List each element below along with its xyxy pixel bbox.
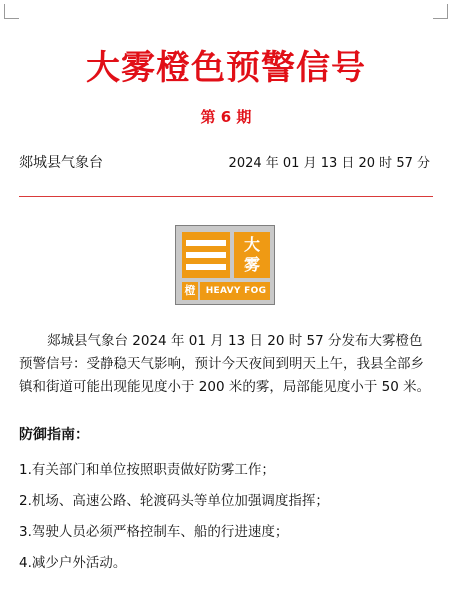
issuer-name: 郯城县气象台 — [19, 155, 103, 171]
signal-english-label: HEAVY FOG — [205, 286, 267, 296]
page-corner-mark-top-left — [4, 4, 19, 19]
guidance-item: 1.有关部门和单位按照职责做好防雾工作； — [19, 462, 275, 478]
signal-level-char: 橙 — [182, 282, 200, 300]
guidance-item: 3.驾驶人员必须严格控制车、船的行进速度； — [19, 524, 289, 540]
fog-char-top: 大 — [243, 235, 260, 254]
warning-body — [19, 330, 435, 399]
issue-datetime: 2024 年 01 月 13 日 20 时 57 分 — [228, 156, 430, 171]
page-corner-mark-top-right — [433, 4, 448, 19]
fog-char-bottom: 雾 — [243, 255, 260, 274]
header-divider — [19, 196, 433, 197]
warning-paragraph: 郯城县气象台 2024 年 01 月 13 日 20 时 57 分发布大雾橙色预警信号：受静稳天气影响，预计今天夜间到明天上午，我县全部乡镇和街道可能出现能见度小于 200 米的雾，局部能见度小于 50 米。 — [19, 333, 431, 395]
fog-bars-icon — [182, 232, 230, 278]
guidance-heading: 防御指南： — [19, 427, 89, 443]
fog-char-block — [234, 232, 270, 278]
guidance-item: 4.减少户外活动。 — [19, 555, 127, 571]
fog-orange-warning-icon — [175, 225, 275, 305]
signal-footer — [182, 282, 270, 300]
document-title: 大雾橙色预警信号 — [86, 48, 366, 88]
guidance-item: 2.机场、高速公路、轮渡码头等单位加强调度指挥； — [19, 493, 329, 509]
issue-number: 第 6 期 — [200, 108, 252, 126]
